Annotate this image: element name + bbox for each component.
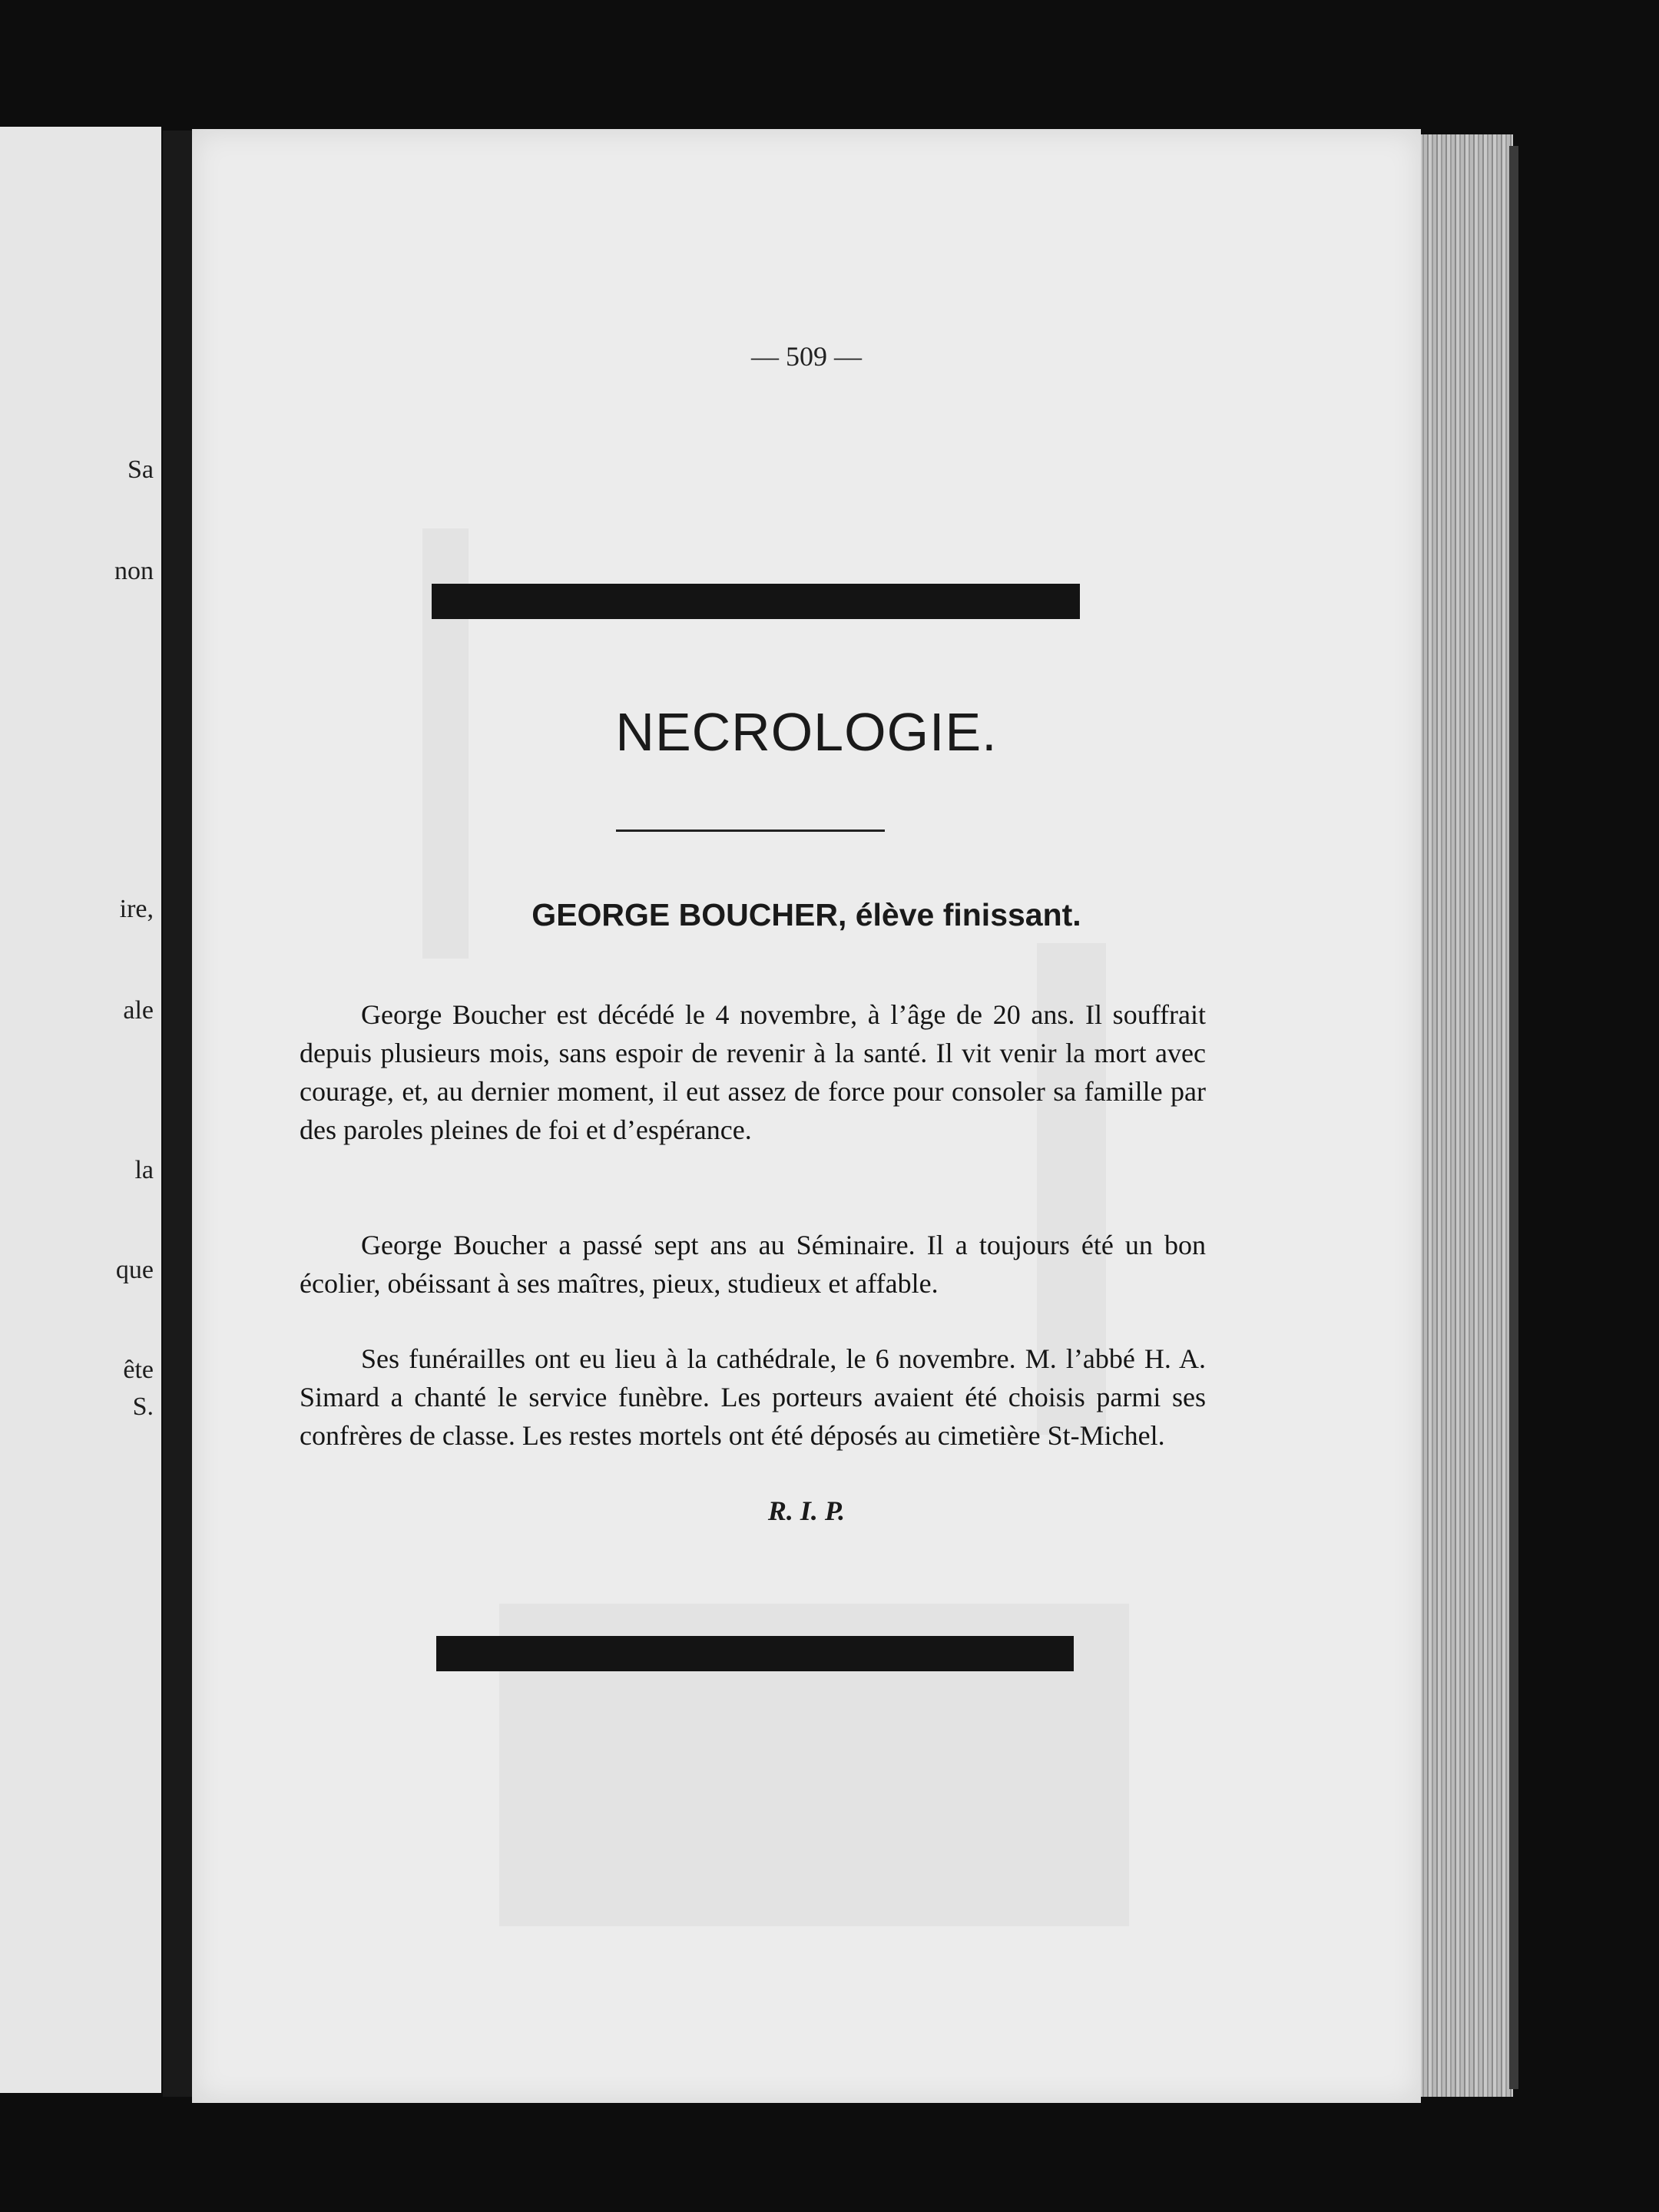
closing-rip: R. I. P. xyxy=(767,1495,846,1526)
left-page-fragment: ale xyxy=(123,996,154,1025)
page-edges xyxy=(1406,134,1513,2097)
page-number: — 509 — xyxy=(751,341,862,372)
title-divider xyxy=(616,830,885,832)
page-title: NECROLOGIE. xyxy=(615,702,998,762)
left-page-fragment: ire, xyxy=(119,895,154,923)
page-edge-shadow xyxy=(1509,146,1518,2089)
mourning-rule-top xyxy=(432,584,1080,619)
left-page-fragment: la xyxy=(134,1156,154,1184)
left-facing-page xyxy=(0,127,161,2093)
left-page-fragment: S. xyxy=(132,1392,154,1421)
left-page-fragment: non xyxy=(114,557,154,585)
body-paragraph: George Boucher a passé sept ans au Séminaire. Il a toujours été un bon écolier, obéissant à ses maîtres, pieux, studieux et affable. xyxy=(300,1230,1206,1299)
obituary-heading: GEORGE BOUCHER, élève finissant. xyxy=(531,897,1081,932)
body-paragraph: George Boucher est décédé le 4 novembre, à l’âge de 20 ans. Il souffrait depuis plusieurs mois, sans espoir de revenir à la santé. Il vit venir la mort avec courage, et, au dernier moment, il eut assez de force pour consoler sa famille par des paroles pleines de foi et d’espérance. xyxy=(300,999,1206,1145)
left-page-fragment: ête xyxy=(123,1356,154,1384)
mourning-rule-bottom xyxy=(436,1636,1074,1671)
body-paragraph: Ses funérailles ont eu lieu à la cathédrale, le 6 novembre. M. l’abbé H. A. Simard a chanté le service funèbre. Les porteurs avaient été choisis parmi ses confrères de classe. Les restes mortels ont été déposés au cimetière St-Michel. xyxy=(300,1343,1206,1451)
document-page xyxy=(192,129,1421,2103)
left-page-fragment: que xyxy=(115,1256,154,1284)
left-page-fragment: Sa xyxy=(127,455,154,484)
